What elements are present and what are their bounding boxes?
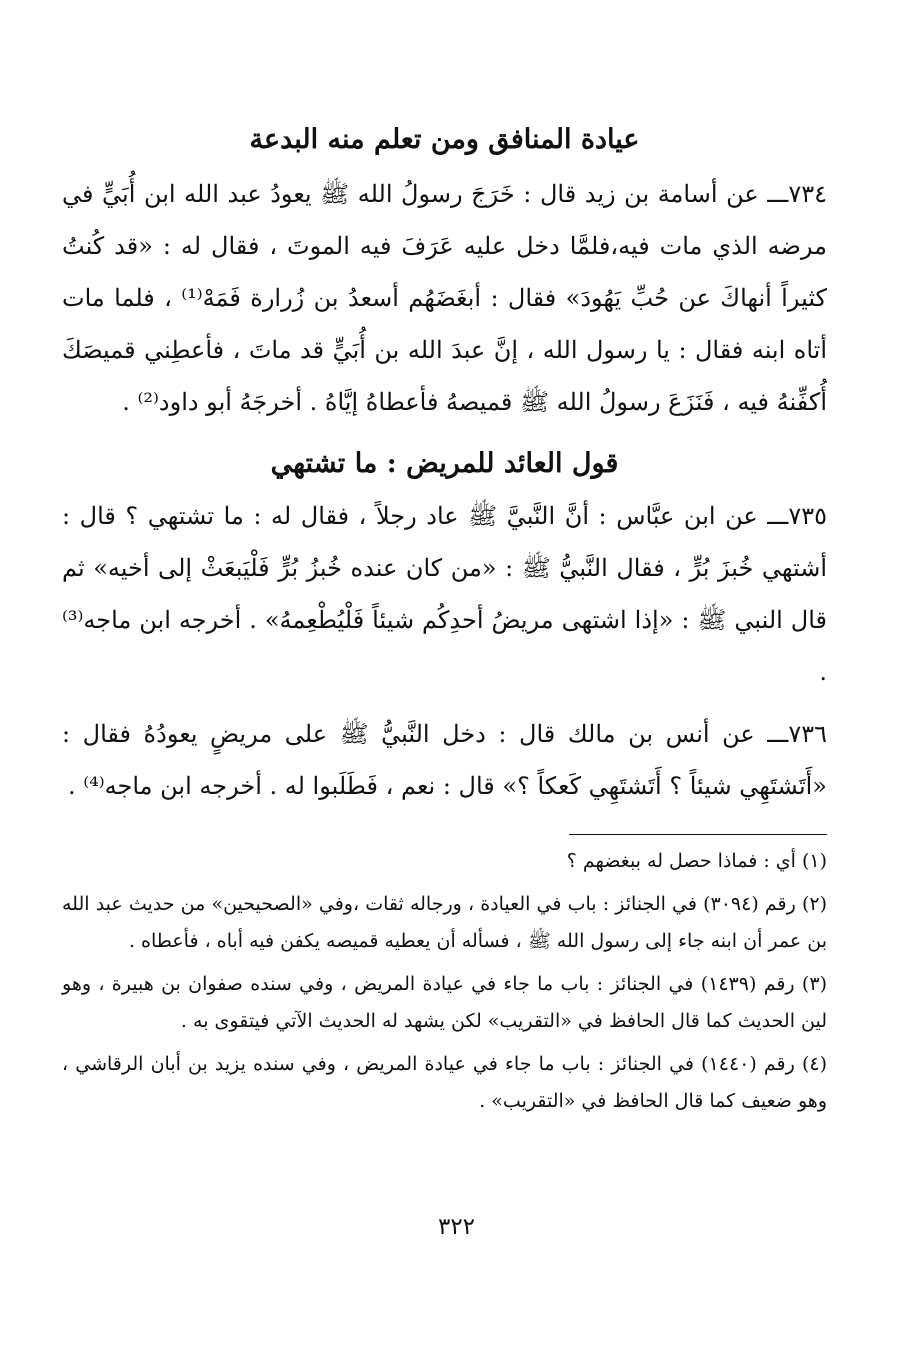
section-heading-visitor-saying: قول العائد للمريض : ما تشتهي bbox=[270, 448, 619, 479]
page-number: ٣٢٢ bbox=[437, 1214, 476, 1240]
section-heading-visit-hypocrite: عيادة المنافق ومن تعلم منه البدعة bbox=[249, 124, 640, 155]
footnotes bbox=[62, 843, 827, 1120]
footnote-4: (٤) رقم (١٤٤٠) في الجنائز : باب ما جاء في عيادة المريض ، وفي سنده يزيد بن أبان الرقاشي ، وهو ضعيف كما قال الحافظ في «التقريب» . bbox=[62, 1053, 827, 1112]
footnote-1: (١) أي : فماذا حصل له ببغضهم ؟ bbox=[566, 850, 827, 872]
hadith-735: ٧٣٥ـــ عن ابن عبَّاس : أنَّ النَّبيَّ ﷺ عاد رجلاً ، فقال له : ما تشتهي ؟ قال : أشتهي خُبزَ بُرٍّ ، فقال النَّبيُّ ﷺ : «من كان عنده خُبزُ بُرٍّ فَلْيَبعَثْ إلى أخيه» ثم قال النبي ﷺ : «إذا اشتهى مريضُ أحدِكُم شيئاً فَلْيُطْعِمهُ» . أخرجه ابن ماجه⁽³⁾ . bbox=[62, 502, 827, 686]
hadith-734: ٧٣٤ـــ عن أسامة بن زيد قال : خَرَجَ رسولُ الله ﷺ يعودُ عبد الله ابن أُبَيٍّ في مرضه الذي مات فيه،فلمَّا دخل عليه عَرَفَ فيه الموتَ ، فقال له : «قد كُنتُ كثيراً أنهاكَ عن حُبِّ يَهُودَ» فقال : أبغَضَهُم أسعدُ بن زُرارة فَمَهْ⁽¹⁾ ، فلما مات أتاه ابنه فقال : يا رسول الله ، إنَّ عبدَ الله بن أُبَيٍّ قد ماتَ ، فأعطِني قميصَكَ أُكفِّنهُ فيه ، فَنَزَعَ رسولُ الله ﷺ قميصهُ فأعطاهُ إيَّاهُ . أخرجَهُ أبو داود⁽²⁾ . bbox=[62, 180, 827, 416]
hadith-736: ٧٣٦ـــ عن أنس بن مالك قال : دخل النَّبيُّ ﷺ على مريضٍ يعودُهُ فقال : «أَتَشتَهِي شيئاً ؟ أَتَشتَهِي كَعكاً ؟» قال : نعم ، فَطَلَبوا له . أخرجه ابن ماجه⁽⁴⁾ . bbox=[62, 720, 828, 800]
footnote-2: (٢) رقم (٣٠٩٤) في الجنائز : باب في العيادة ، ورجاله ثقات ،وفي «الصحيحين» من حديث عبد الله بن عمر أن ابنه جاء إلى رسول الله ﷺ ، فسأله أن يعطيه قميصه يكفن فيه أباه ، فأعطاه . bbox=[62, 893, 827, 952]
footnote-3: (٣) رقم (١٤٣٩) في الجنائز : باب ما جاء في عيادة المريض ، وفي سنده صفوان بن هبيرة ، وهو لين الحديث كما قال الحافظ في «التقريب» لكن يشهد له الحديث الآتي فيتقوى به . bbox=[62, 973, 827, 1032]
footnote-divider bbox=[569, 834, 827, 835]
page-content bbox=[62, 118, 827, 1126]
